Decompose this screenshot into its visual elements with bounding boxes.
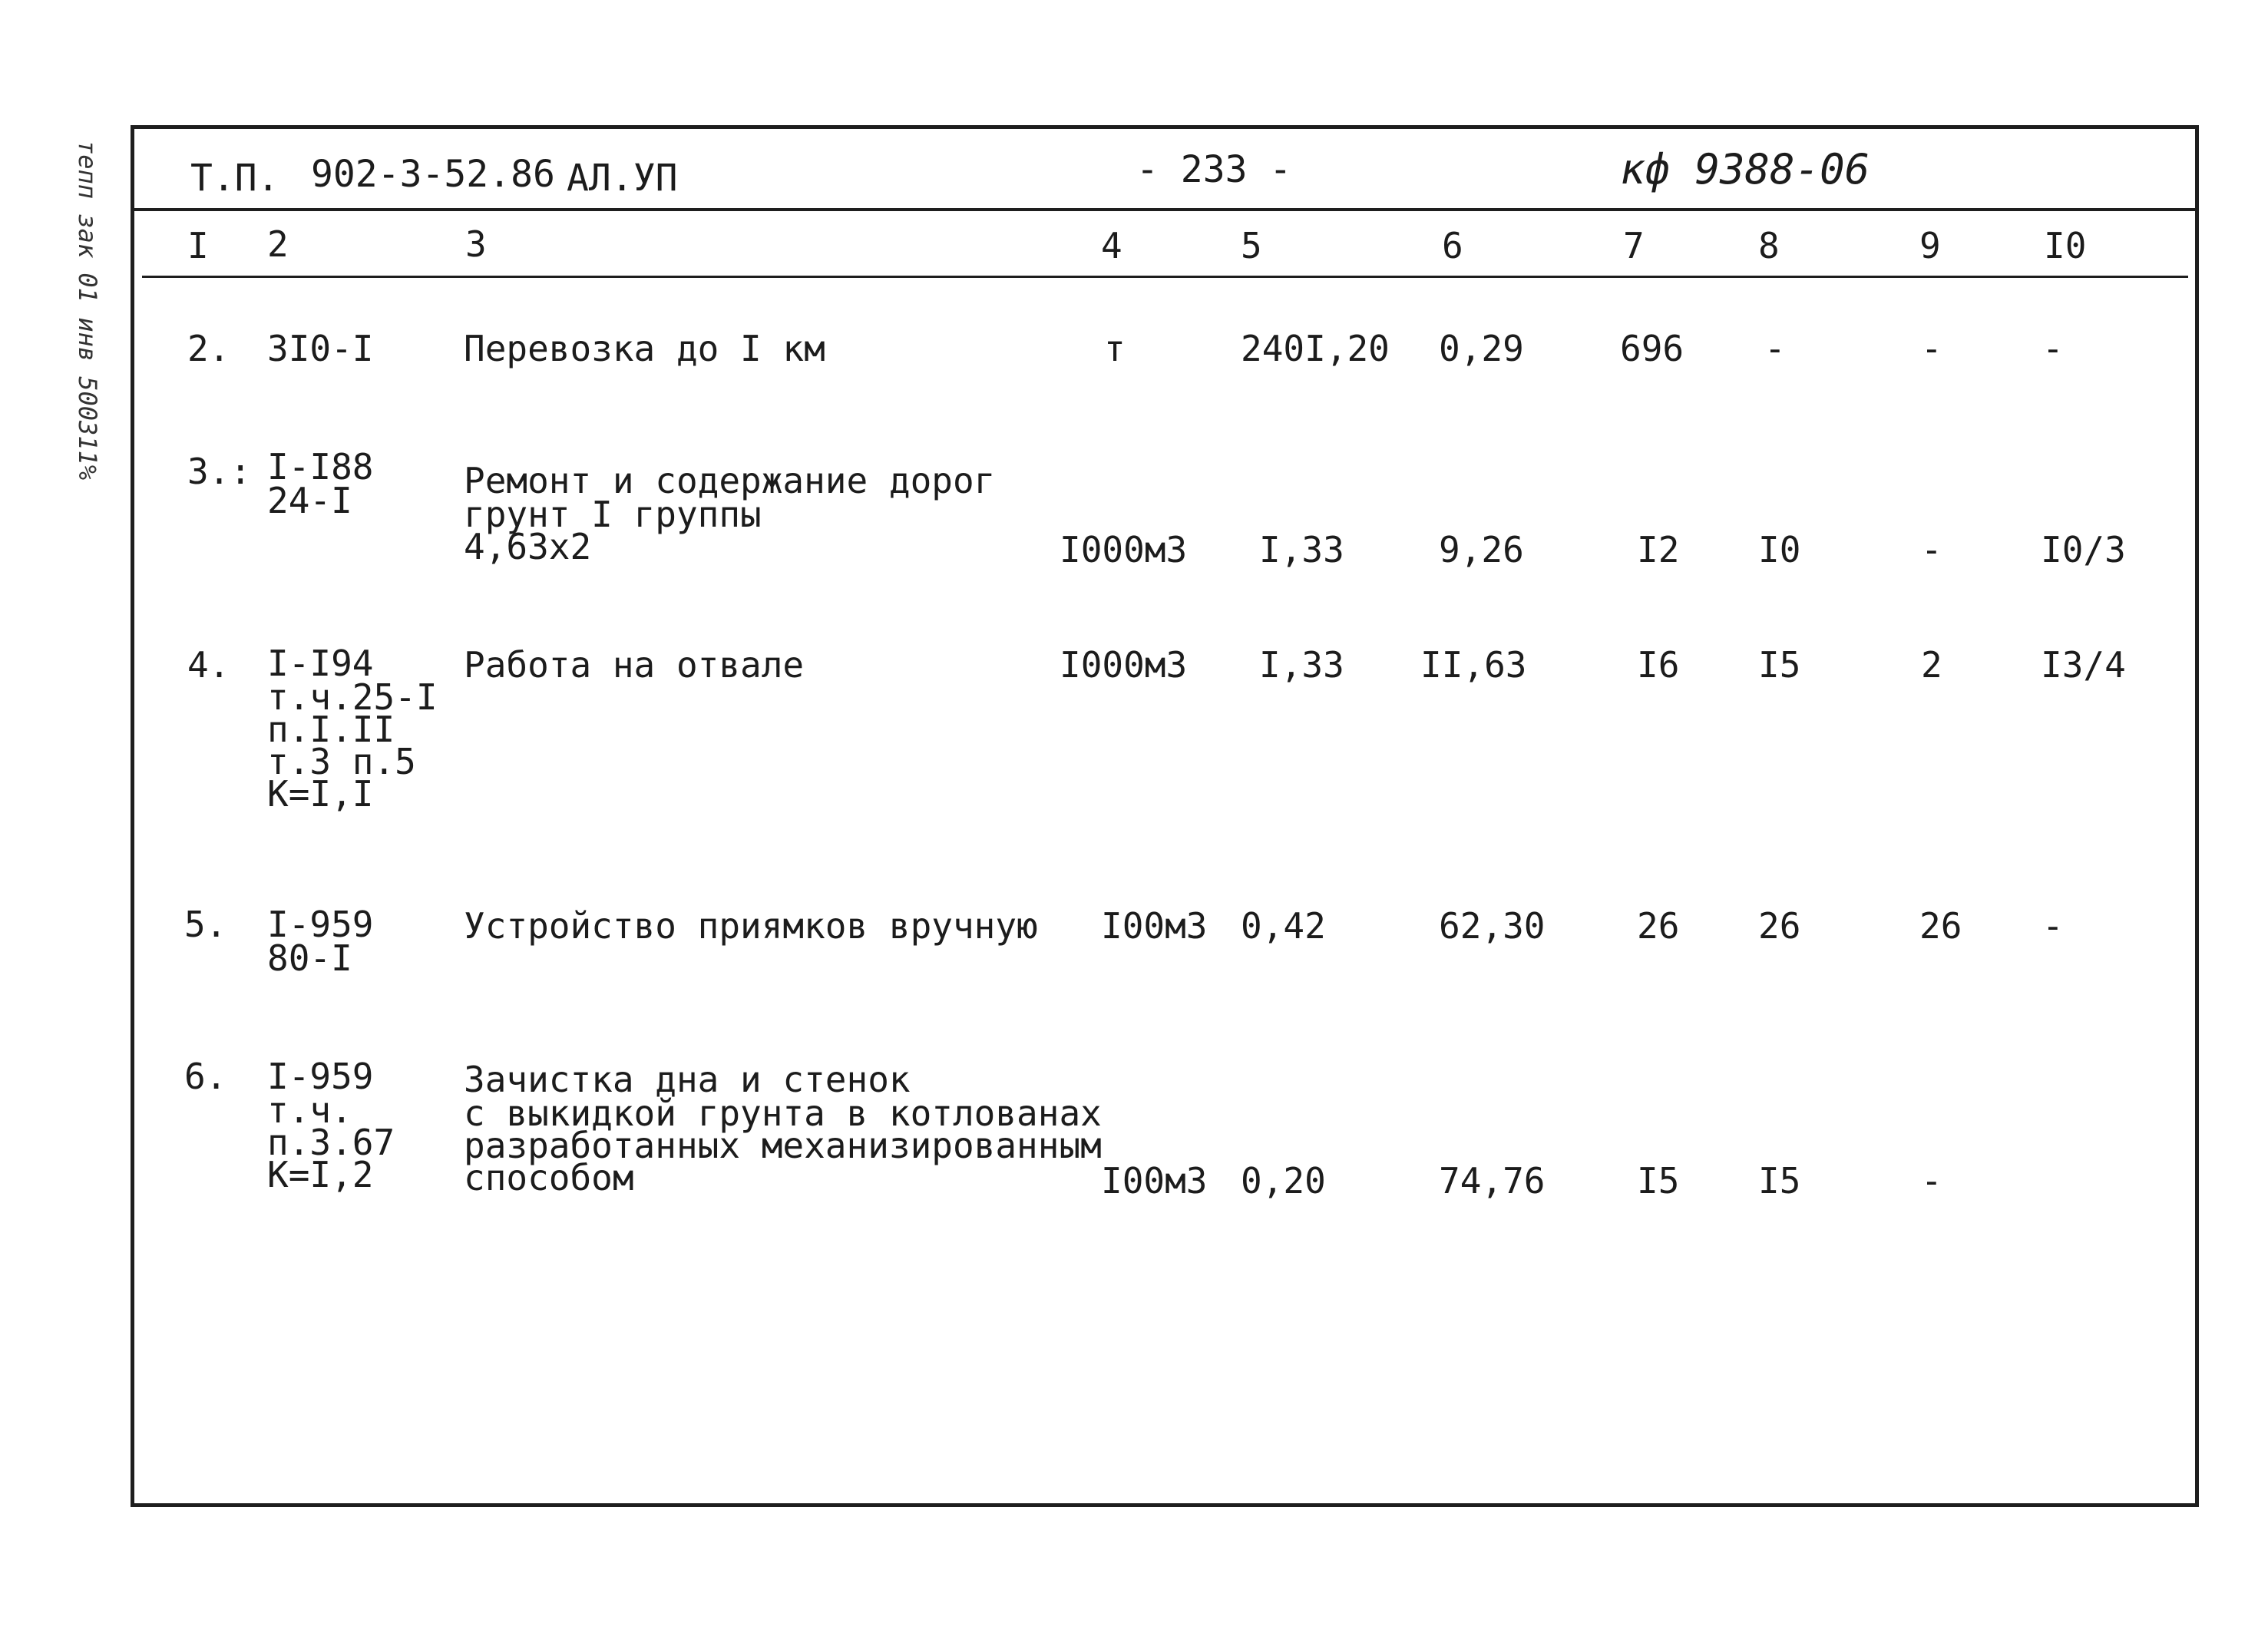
row-code-line: 3I0-I (267, 328, 374, 369)
row-number: 2. (187, 328, 230, 369)
margin-inventory-note: тепп зак 01 инв 500311% (73, 140, 102, 481)
row-code-line: п.3.67 (267, 1122, 395, 1163)
row-unit: I00м3 (1101, 1160, 1208, 1202)
row-quantity: 0,20 (1241, 1160, 1326, 1202)
column-header-7: 7 (1623, 225, 1645, 266)
row-code-line: 80-I (267, 937, 352, 979)
row-code-line: 24-I (267, 480, 352, 521)
row-code-line: К=I,2 (267, 1154, 374, 1195)
row-col8: - (1764, 328, 1786, 369)
row-col7: I6 (1637, 644, 1680, 686)
row-description-line: с выкидкой грунта в котлованах (464, 1093, 1102, 1134)
row-col10: - (2042, 905, 2064, 947)
row-col7: I5 (1637, 1160, 1680, 1202)
row-unit: I000м3 (1060, 529, 1188, 570)
column-header-divider (142, 276, 2188, 278)
row-description-line: способом (464, 1157, 634, 1198)
row-unit-price: 74,76 (1439, 1160, 1546, 1202)
row-description-line: разработанных механизированным (464, 1125, 1102, 1166)
row-col8: I5 (1758, 1160, 1801, 1202)
row-quantity: I,33 (1259, 529, 1344, 570)
row-col7: I2 (1637, 529, 1680, 570)
row-unit: т (1104, 328, 1126, 369)
column-header-1: I (187, 225, 209, 266)
row-description-line: 4,63х2 (464, 526, 592, 567)
header-divider (131, 208, 2199, 211)
row-col9: 26 (1919, 905, 1962, 947)
column-header-9: 9 (1919, 225, 1941, 266)
row-description-line: Ремонт и содержание дорог (464, 460, 996, 501)
header-doc-number: 902-3-52.86 (311, 153, 555, 196)
row-unit-price: 9,26 (1439, 529, 1524, 570)
row-col9: - (1921, 529, 1942, 570)
document-frame (131, 125, 2199, 1507)
row-code-line: т.ч. (267, 1089, 352, 1131)
row-number: 6. (184, 1056, 227, 1097)
row-col10: I3/4 (2041, 644, 2126, 686)
row-number: 3.: (187, 451, 252, 492)
header-tp: Т.П. (190, 157, 279, 200)
row-col7: 26 (1637, 905, 1680, 947)
column-header-4: 4 (1101, 225, 1122, 266)
column-header-6: 6 (1442, 225, 1463, 266)
row-code-line: К=I,I (267, 773, 374, 815)
row-unit-price: 0,29 (1439, 328, 1524, 369)
row-code-line: I-959 (267, 1056, 374, 1097)
column-header-2: 2 (267, 223, 289, 265)
row-code-line: I-I88 (267, 446, 374, 488)
row-col9: 2 (1921, 644, 1942, 686)
row-code-line: т.3 п.5 (267, 741, 416, 782)
row-number: 5. (184, 904, 227, 945)
header-archive-code: кф 9388-06 (1620, 145, 1870, 193)
row-code-line: т.ч.25-I (267, 676, 438, 718)
row-quantity: I,33 (1259, 644, 1344, 686)
row-unit: I000м3 (1060, 644, 1188, 686)
row-col7: 696 (1620, 328, 1684, 369)
row-description-line: Работа на отвале (464, 644, 805, 686)
row-quantity: 240I,20 (1241, 328, 1390, 369)
row-col9: - (1921, 1160, 1942, 1202)
row-col9: - (1921, 328, 1942, 369)
column-header-5: 5 (1241, 225, 1262, 266)
row-description-line: Перевозка до I км (464, 328, 825, 369)
row-col8: I0 (1758, 529, 1801, 570)
column-header-10: I0 (2044, 225, 2087, 266)
row-col8: 26 (1758, 905, 1801, 947)
row-col8: I5 (1758, 644, 1801, 686)
header-page-number: - 233 - (1136, 148, 1292, 191)
row-quantity: 0,42 (1241, 905, 1326, 947)
column-header-3: 3 (465, 223, 487, 265)
row-unit-price: 62,30 (1439, 905, 1546, 947)
column-header-8: 8 (1758, 225, 1780, 266)
row-description-line: Зачистка дна и стенок (464, 1059, 911, 1100)
row-code-line: I-959 (267, 904, 374, 945)
row-description-line: грунт I группы (464, 494, 762, 535)
header-album: АЛ.УП (567, 157, 678, 200)
row-unit: I00м3 (1101, 905, 1208, 947)
row-code-line: I-I94 (267, 643, 374, 684)
row-code-line: п.I.II (267, 709, 395, 750)
row-col10: - (2042, 328, 2064, 369)
row-description-line: Устройство приямков вручную (464, 905, 1038, 947)
row-number: 4. (187, 644, 230, 686)
row-unit-price: II,63 (1420, 644, 1527, 686)
row-col10: I0/3 (2041, 529, 2126, 570)
